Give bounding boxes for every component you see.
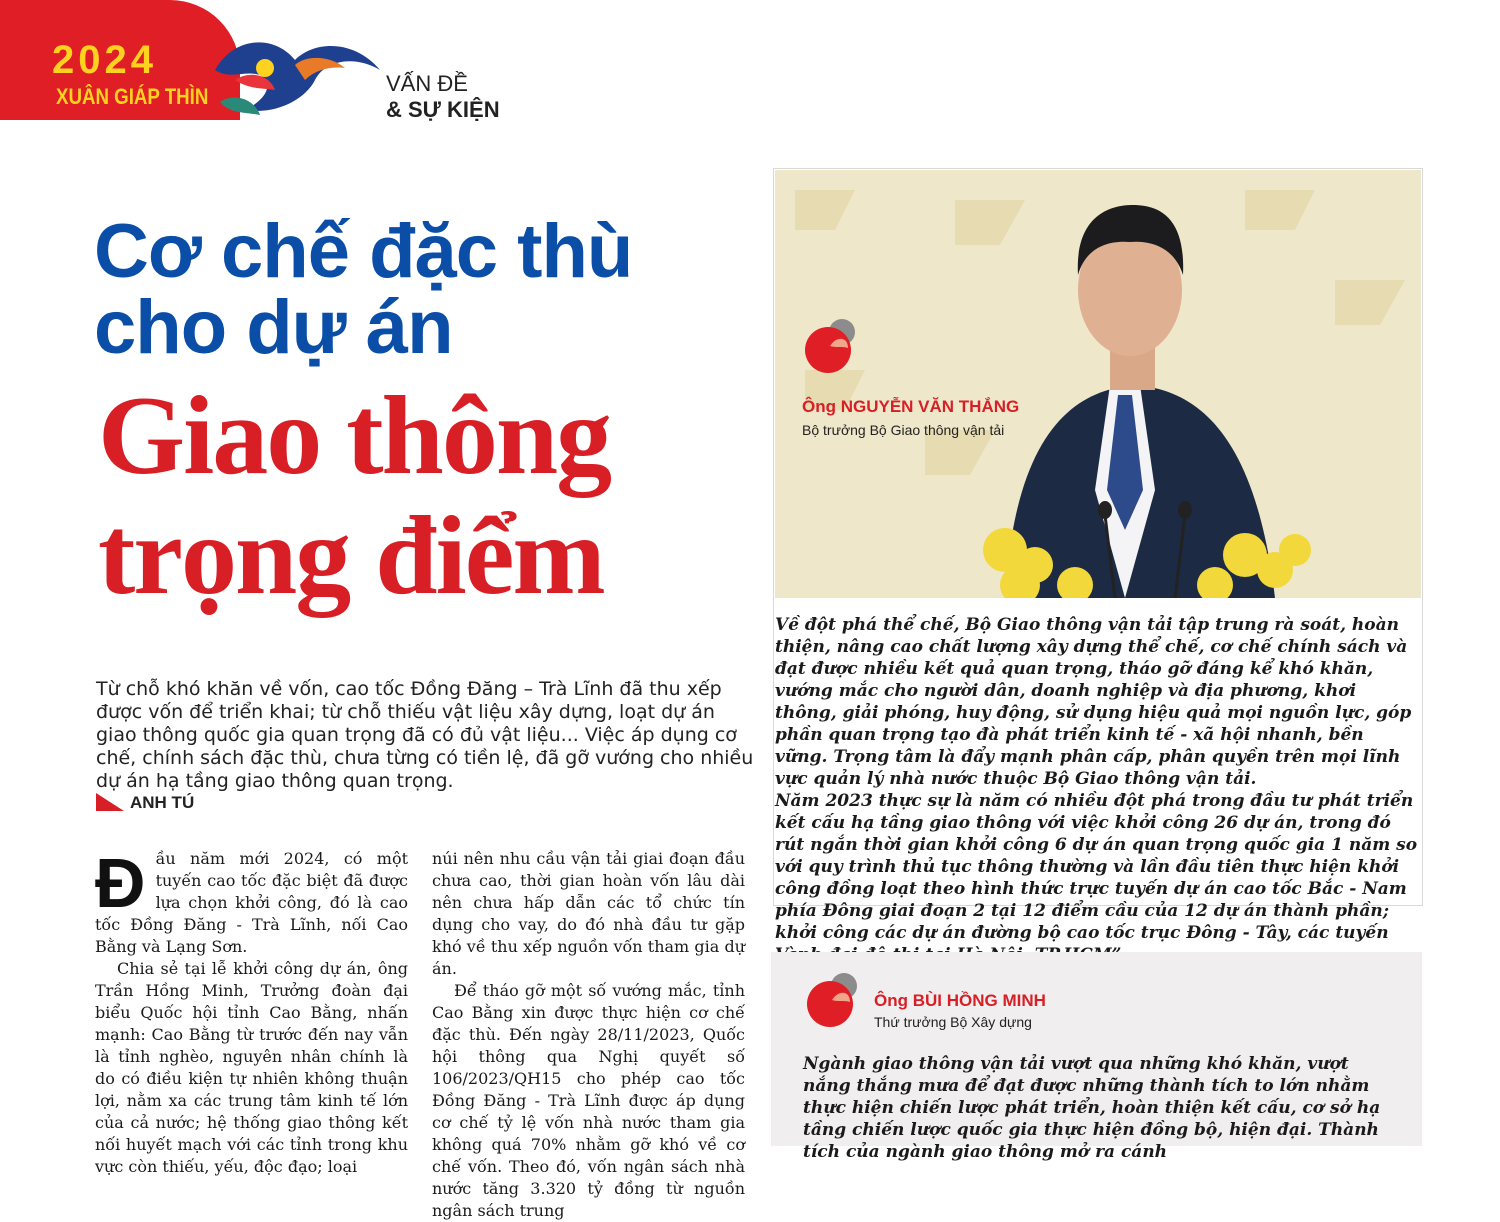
body-paragraph: núi nên nhu cầu vận tải giai đoạn đầu chưa cao, thời gian hoàn vốn lâu dài nên chưa hấp dẫn các tổ chức tín dụng cho vay, do đó nhà đầu tư gặp khó về thu xếp nguồn vốn tham gia dự án.	[432, 849, 745, 978]
speaker-role: Bộ trưởng Bộ Giao thông vận tải	[802, 422, 1005, 438]
drop-cap: Đ	[95, 844, 146, 922]
speaker-name: Ông NGUYỄN VĂN THẮNG	[802, 397, 1020, 416]
headline-line-2: cho dự án	[94, 285, 453, 370]
portrait-illustration	[775, 170, 1421, 598]
quote-text: Ngành giao thông vận tải vượt qua những khó khăn, vượt nắng thắng mưa để đạt được những thành tích to lớn nhằm thực hiện chiến lược phát triển, hoàn thiện kết cấu, cơ sở hạ tầng chiến lược quốc gia thực hiện đồng bộ, hiện đại. Thành tích của ngành giao thông mở ra cánh	[803, 1054, 1381, 1162]
body-paragraph: ầu năm mới 2024, có một tuyến cao tốc đặc biệt đã được lựa chọn khởi công, đó là cao tốc Đồng Đăng - Trà Lĩnh, nối Cao Bằng và Lạng Sơn.	[95, 849, 408, 956]
quote-paragraph: Năm 2023 thực sự là năm có nhiều đột phá trong đầu tư phát triển kết cấu hạ tầng giao thông với việc khởi công 26 dự án, trong đó rút ngắn thời gian khởi công 6 dự án quan trọng quốc gia 1 năm so với quy trình thủ tục thông thường và lần đầu tiên thực hiện khởi công đồng loạt theo hình thức trực tuyến dự án cao tốc Bắc - Nam phía Đông giai đoạn 2 tại 12 điểm cầu của 12 dự án thành phần; khởi công các dự án đường bộ cao tốc trục Đông - Tây, các tuyến	[775, 791, 1418, 943]
article-lead: Từ chỗ khó khăn về vốn, cao tốc Đồng Đăng – Trà Lĩnh đã thu xếp được vốn để triển khai; từ chỗ thiếu vật liệu xây dựng, loạt dự án giao thông quốc gia quan trọng đã có đủ vật liệu... Việc áp dụng cơ chế, chính sách đặc thù, chưa từng có tiền lệ, đã gỡ vướng cho nhiều dự án hạ tầng giao thông quan trọng.	[96, 678, 754, 792]
section-label: VẤN ĐỀ	[386, 71, 468, 96]
dragon-icon	[205, 30, 385, 120]
body-column-1	[95, 844, 408, 1178]
pen-icon	[96, 793, 124, 811]
quote-icon	[802, 318, 858, 374]
speaker-name: Ông BÙI HỒNG MINH	[874, 991, 1046, 1010]
speaker-role: Thứ trưởng Bộ Xây dựng	[874, 1014, 1032, 1030]
quote-text	[775, 614, 1421, 966]
quote-icon	[804, 972, 860, 1028]
body-paragraph: Để tháo gỡ một số vướng mắc, tỉnh Cao Bằng xin được thực hiện cơ chế đặc thù. Đến ngày 28/11/2023, Quốc hội thông qua Nghị quyết số 106/2023/QH15 cho phép cao tốc Đồng Đăng - Trà Lĩnh được áp dụng cơ chế tỷ lệ vốn nhà nước tham gia không quá 70% nhằm gỡ khó về cơ chế vốn. Theo đó, vốn ngân sách nhà nước tăng 3.320 tỷ đồng từ nguồn ngân sách trung	[432, 981, 745, 1220]
author-byline	[96, 793, 194, 811]
section-label-bold: & SỰ KIỆN	[386, 97, 500, 122]
portrait-photo	[775, 170, 1421, 598]
headline-line-1: Cơ chế đặc thù	[94, 209, 633, 294]
banner-subtitle: XUÂN GIÁP THÌN	[56, 84, 209, 109]
headline-line-3: Giao thông	[98, 374, 611, 498]
body-column-2	[432, 848, 745, 1222]
author-name: ANH TÚ	[130, 792, 195, 812]
body-paragraph: Chia sẻ tại lễ khởi công dự án, ông Trần Hồng Minh, Trưởng đoàn đại biểu Quốc hội tỉnh Cao Bằng, nhấn mạnh: Cao Bằng từ trước đến nay vẫn là tỉnh nghèo, nguyên nhân chính là do có điều kiện tự nhiên không thuận lợi, nằm xa các trung tâm kinh tế lớn của cả nước; hệ thống giao thông kết nối huyết mạch với các tỉnh trong khu vực còn thiếu, yếu, độc đạo; loại	[95, 959, 408, 1176]
banner-year: 2024	[52, 38, 157, 82]
quote-paragraph: Về đột phá thể chế, Bộ Giao thông vận tải tập trung rà soát, hoàn thiện, nâng cao chất lượng xây dựng thể chế, cơ chế chính sách và đạt được nhiều kết quả quan trọng, tháo gỡ đáng kể khó khăn, vướng mắc cho người dân, doanh nghiệp và địa phương, khơi thông, giải phóng, huy động, sử dụng hiệu quả mọi nguồn lực, góp phần quan trọng tạo đà phát triển kinh tế - xã hội nhanh, bền vững. Trọng tâm là đẩy mạnh phân cấp, phân quyền trên mọi lĩnh vực quản lý nhà nước thuộc Bộ Giao thông vận tải.	[775, 615, 1412, 789]
headline-line-4: trọng điểm	[98, 494, 604, 618]
